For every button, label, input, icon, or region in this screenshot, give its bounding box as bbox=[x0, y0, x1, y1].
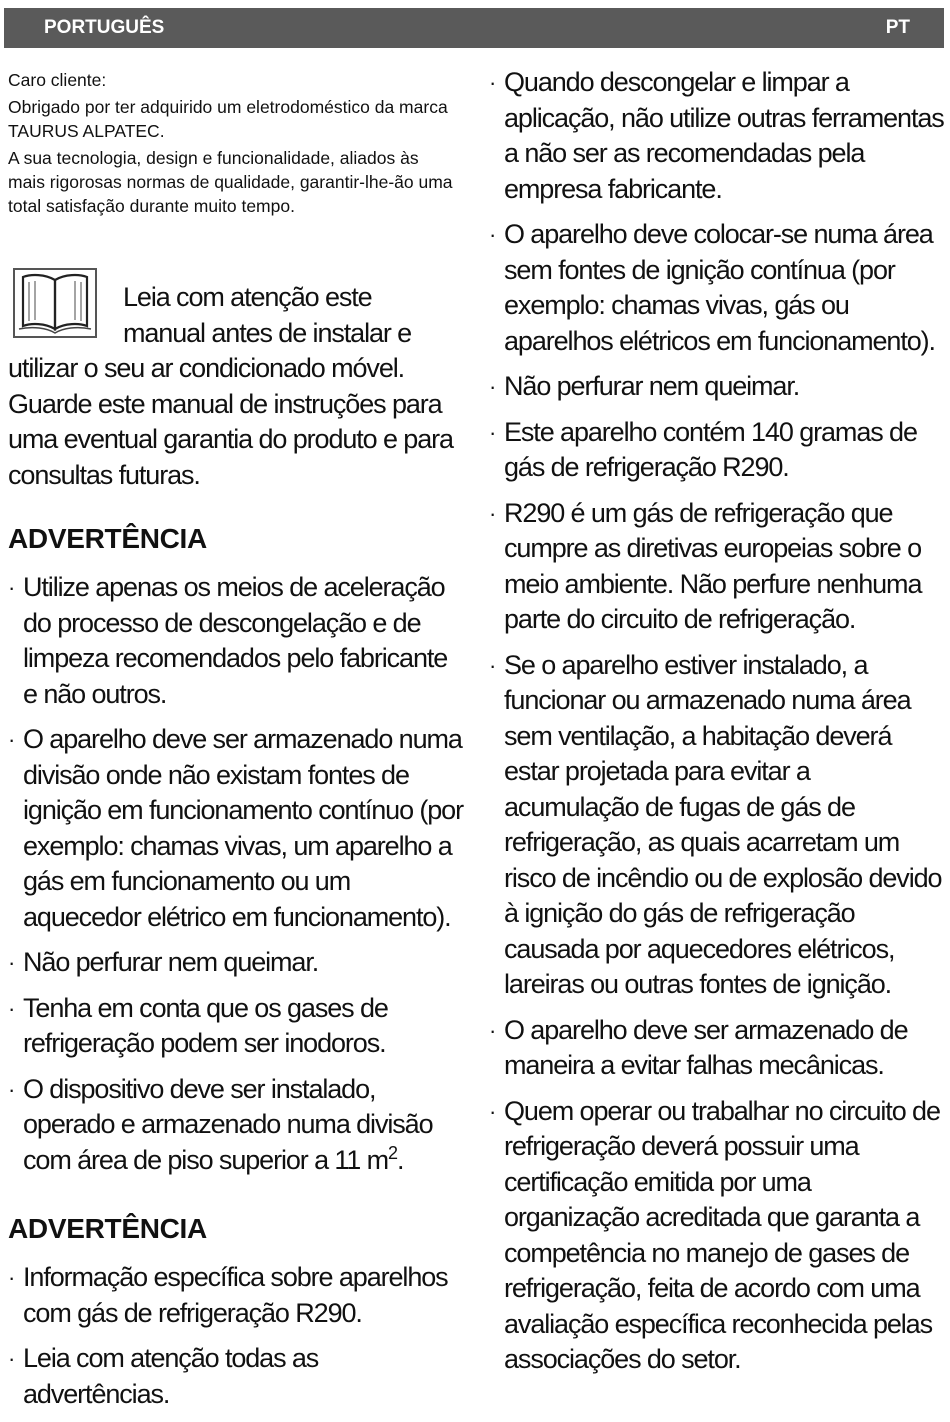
warning-list-right bbox=[489, 65, 944, 1378]
left-column bbox=[8, 520, 463, 1422]
warning-list-1 bbox=[8, 570, 463, 1178]
list-item: · Não perfurar nem queimar. bbox=[489, 369, 944, 405]
manual-note bbox=[8, 280, 458, 493]
list-item: · Não perfurar nem queimar. bbox=[8, 945, 463, 981]
list-item: · Quem operar ou trabalhar no circuito de refrigeração deverá possuir uma certificação emitida por uma organização acreditada que garanta a competência no manejo de gases de refrigeração, feita de acordo com uma avaliação específica reconhecida pelas associações do setor. bbox=[489, 1094, 944, 1378]
language-label: PORTUGUÊS bbox=[44, 17, 165, 38]
warning-title-1: ADVERTÊNCIA bbox=[8, 523, 207, 554]
warning-list-2 bbox=[8, 1260, 463, 1412]
square-superscript: 2 bbox=[388, 1142, 397, 1163]
warning-title-2: ADVERTÊNCIA bbox=[8, 1213, 207, 1244]
list-item: · Este aparelho contém 140 gramas de gás de refrigeração R290. bbox=[489, 415, 944, 486]
language-code: PT bbox=[885, 17, 910, 38]
list-item: · Leia com atenção todas as advertências. bbox=[8, 1341, 463, 1412]
list-item: · Informação específica sobre aparelhos com gás de refrigeração R290. bbox=[8, 1260, 463, 1331]
thanks-paragraph: Obrigado por ter adquirido um eletrodoméstico da marca TAURUS ALPATEC. bbox=[8, 97, 448, 141]
technology-paragraph: A sua tecnologia, design e funcionalidade, aliados às mais rigorosas normas de qualidade, garantir-lhe-ão uma total satisfação durante muito tempo. bbox=[8, 148, 453, 216]
list-item: · O aparelho deve colocar-se numa área sem fontes de ignição contínua (por exemplo: chamas vivas, gás ou aparelhos elétricos em funcionamento). bbox=[489, 217, 944, 359]
list-item: · Quando descongelar e limpar a aplicação, não utilize outras ferramentas a não ser as recomendadas pela empresa fabricante. bbox=[489, 65, 944, 207]
greeting: Caro cliente: bbox=[8, 70, 107, 90]
list-item-floor-area bbox=[8, 1072, 463, 1179]
list-item: · Se o aparelho estiver instalado, a funcionar ou armazenado numa área sem ventilação, a habitação deverá estar projetada para evitar a acumulação de fugas de gás de refrigeração, as quais acarretam um risco de incêndio ou de explosão devido à ignição do gás de refrigeração causada por aquecedores elétricos, lareiras ou outras fontes de ignição. bbox=[489, 648, 944, 1003]
list-item: · Tenha em conta que os gases de refrigeração podem ser inodoros. bbox=[8, 991, 463, 1062]
list-item: · O aparelho deve ser armazenado numa divisão onde não existam fontes de ignição em funcionamento contínuo (por exemplo: chamas vivas, um aparelho a gás em funcionamento ou um aquecedor elétrico em funcionamento). bbox=[8, 722, 463, 935]
right-column bbox=[489, 65, 944, 1388]
floor-area-period: . bbox=[396, 1144, 404, 1175]
manual-note-text: Leia com atenção este manual antes de instalar e utilizar o seu ar condicionado móvel. Guarde este manual de instruções para uma eventual garantia do produto e para consultas futuras. bbox=[8, 282, 453, 490]
list-item: · R290 é um gás de refrigeração que cumpre as diretivas europeias sobre o meio ambiente. Não perfure nenhuma parte do circuito de refrigeração. bbox=[489, 496, 944, 638]
intro-section bbox=[8, 68, 453, 221]
floor-area-text: O dispositivo deve ser instalado, operado e armazenado numa divisão com área de piso superior a 11 m bbox=[23, 1073, 433, 1175]
language-header-bar bbox=[4, 8, 944, 48]
list-item: · O aparelho deve ser armazenado de maneira a evitar falhas mecânicas. bbox=[489, 1013, 944, 1084]
list-item: · Utilize apenas os meios de aceleração do processo de descongelação e de limpeza recomendados pelo fabricante e não outros. bbox=[8, 570, 463, 712]
